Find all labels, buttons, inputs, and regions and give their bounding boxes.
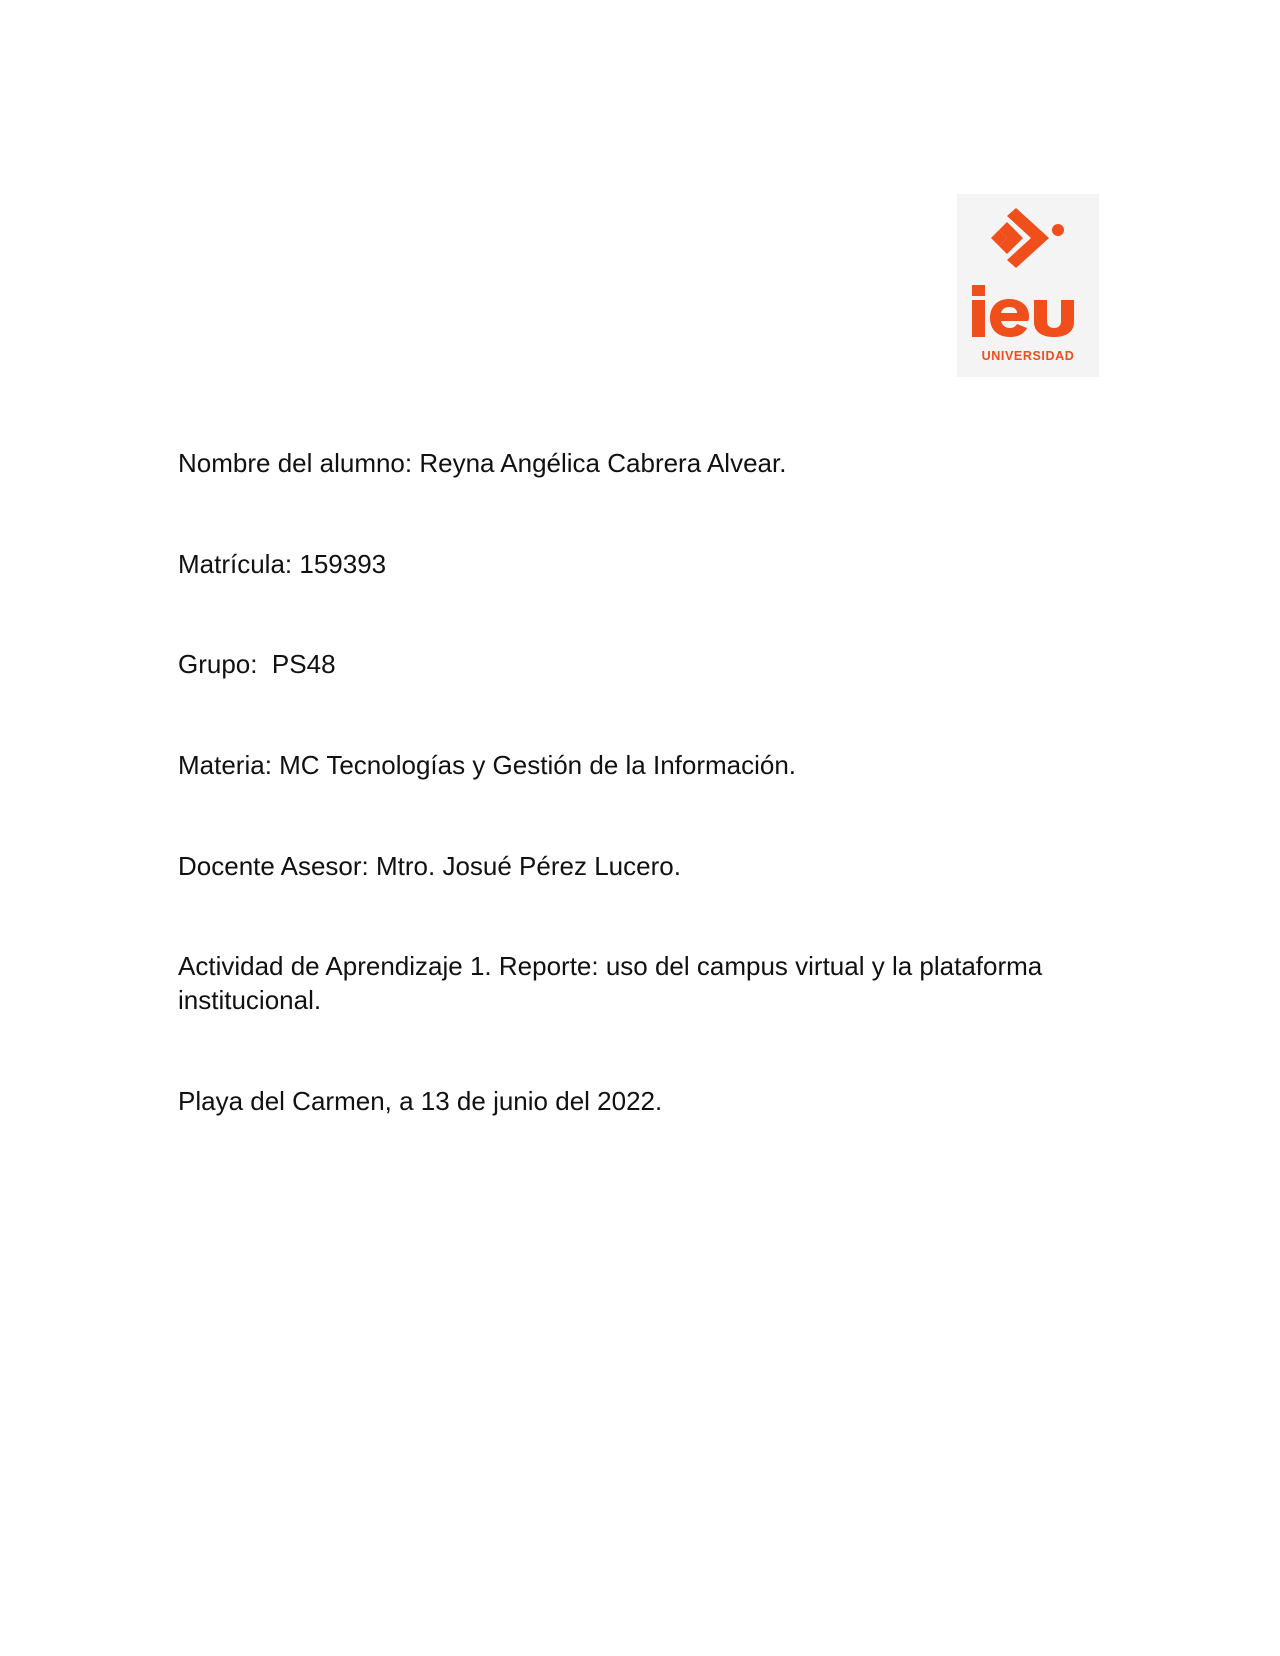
ieu-wordmark <box>972 285 1074 337</box>
group-line: Grupo: PS48 <box>178 649 336 679</box>
student-name-line: Nombre del alumno: Reyna Angélica Cabrera Alvear. <box>178 448 787 478</box>
ieu-logo-graphic <box>957 194 1099 377</box>
enrollment-number-line: Matrícula: 159393 <box>178 549 387 579</box>
place-date-line: Playa del Carmen, a 13 de junio del 2022. <box>178 1086 663 1116</box>
subject-line: Materia: MC Tecnologías y Gestión de la Información. <box>178 750 797 780</box>
chevron-arrow-icon <box>991 208 1064 268</box>
activity-title-line: Actividad de Aprendizaje 1. Reporte: uso del campus virtual y la plataforma institucional. <box>178 951 1050 1015</box>
ieu-universidad-logo <box>957 194 1099 377</box>
logo-subtitle: UNIVERSIDAD <box>981 349 1075 363</box>
teacher-line: Docente Asesor: Mtro. Josué Pérez Lucero. <box>178 851 681 881</box>
